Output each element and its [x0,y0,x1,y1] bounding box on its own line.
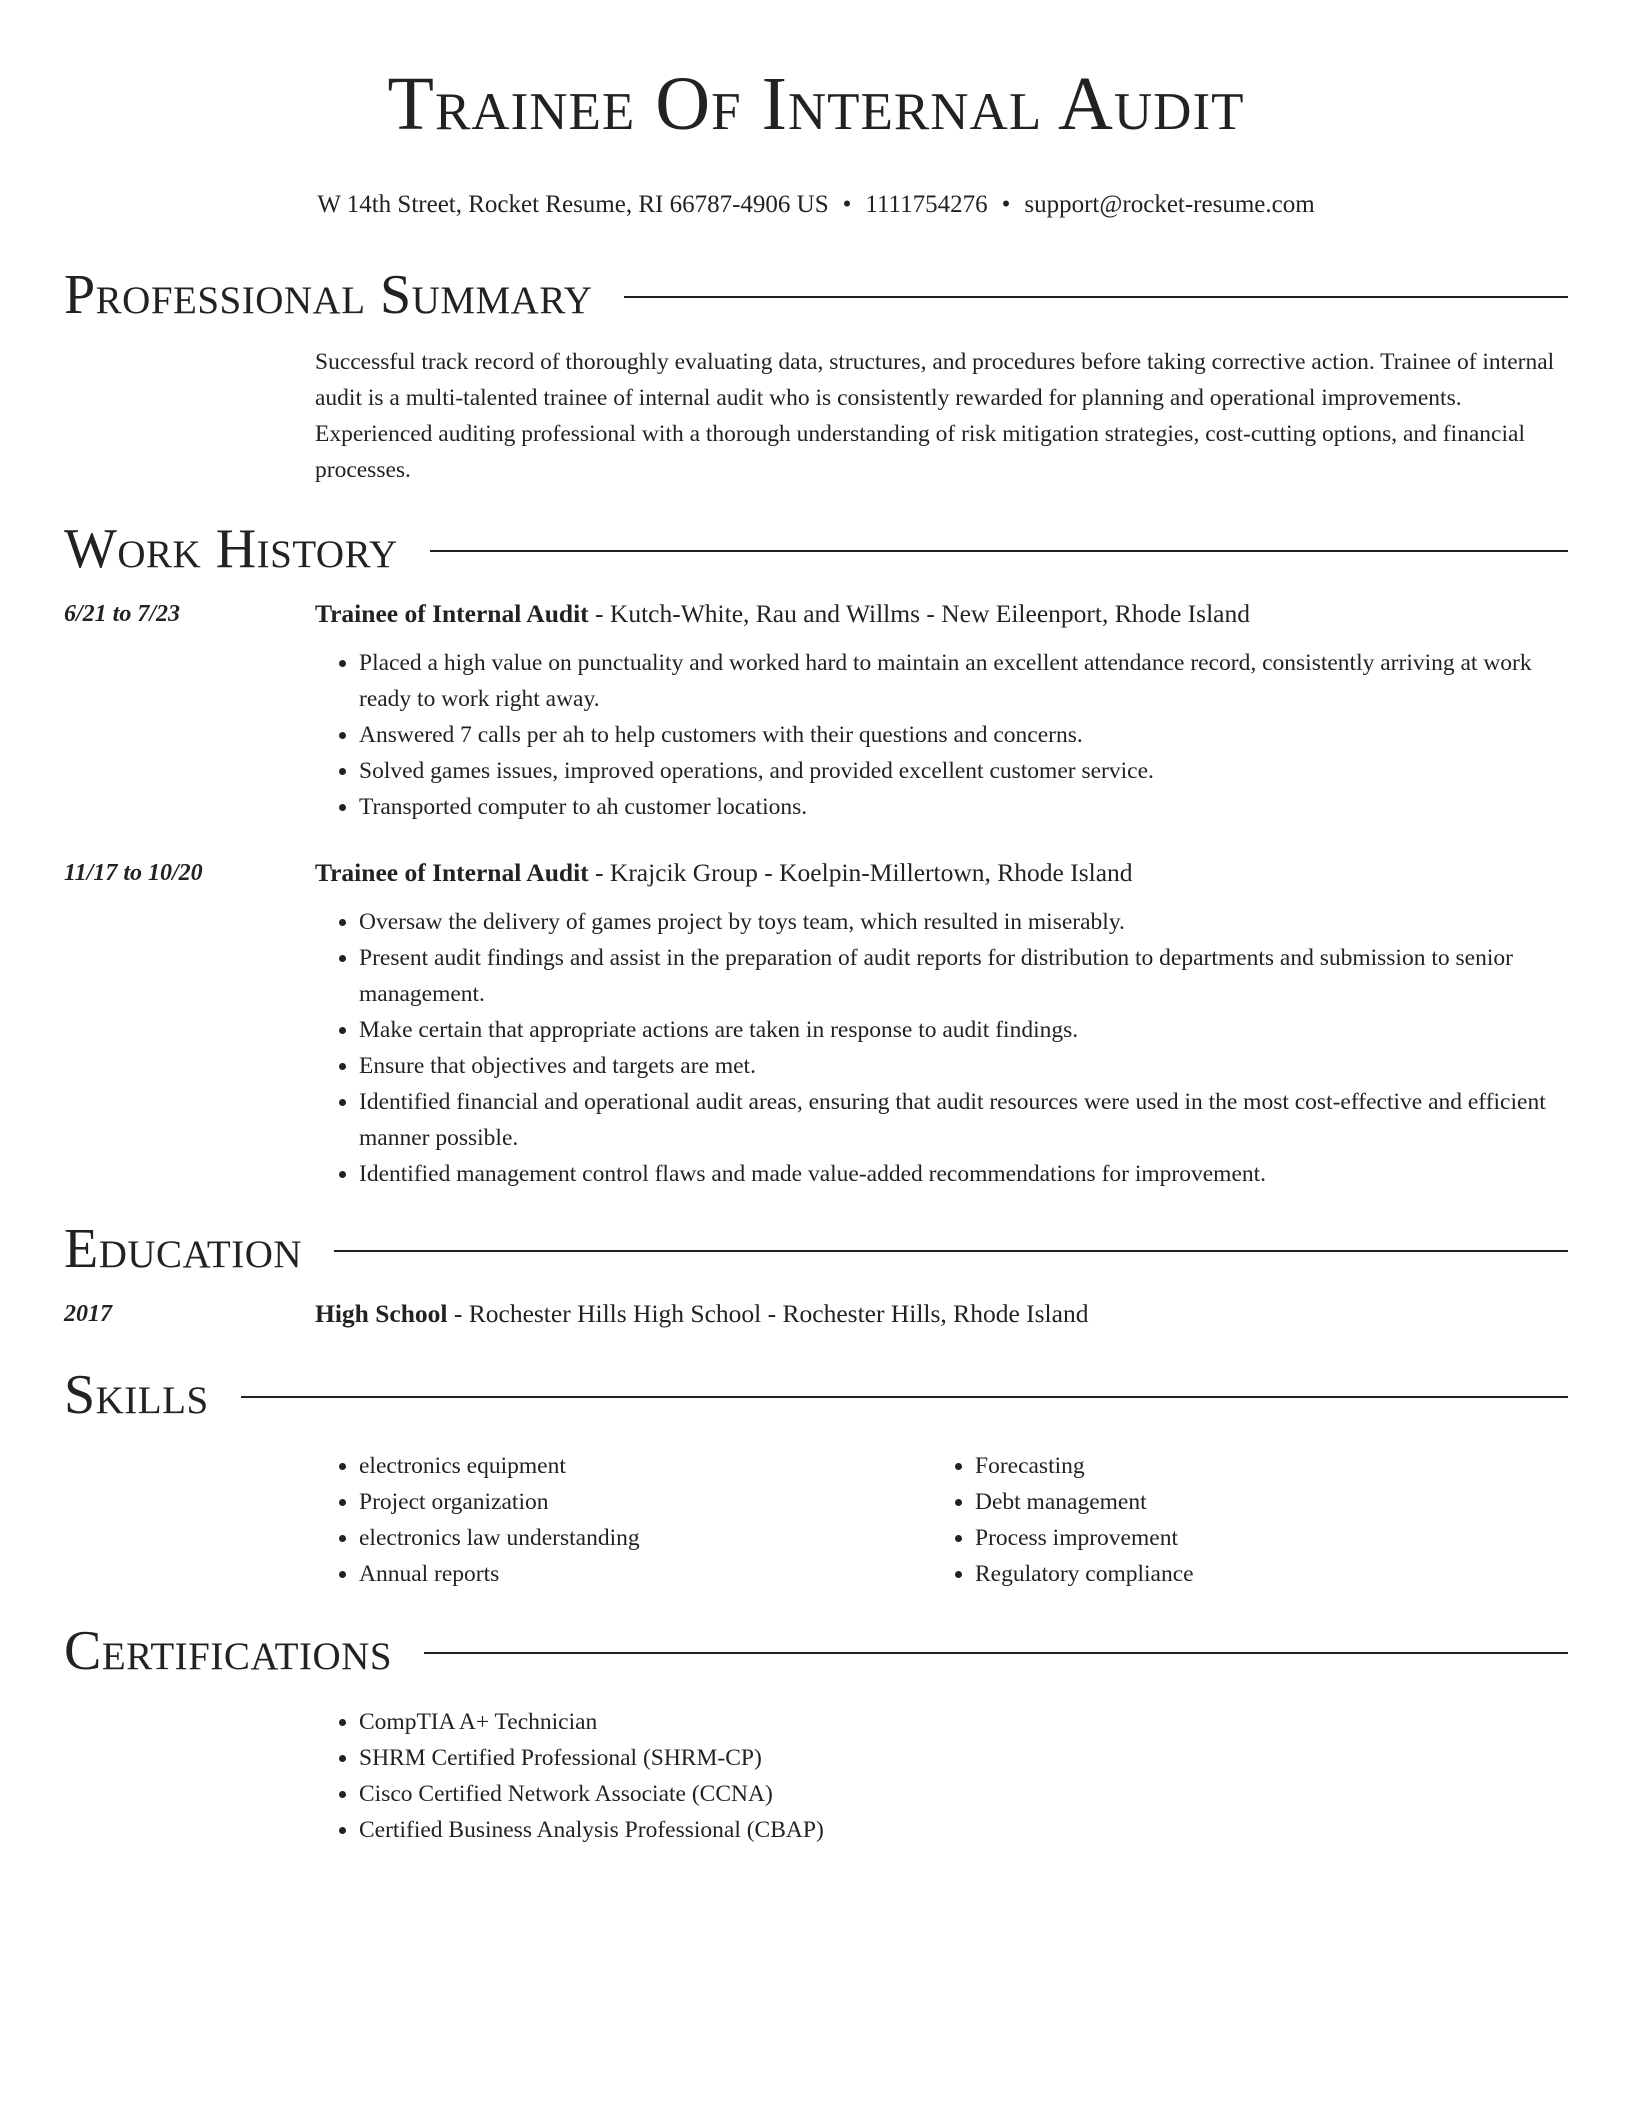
certification-item: • SHRM Certified Professional (SHRM-CP) [359,1740,1568,1776]
skill-item: • Forecasting [975,1448,1547,1484]
skills-column-left [315,1448,931,1592]
section-title-certifications: Certifications [64,1620,393,1682]
list-item: • Identified management control flaws and made value-added recommendations for improvement. [359,1156,1568,1192]
section-divider [430,550,1568,552]
resume-name: Trainee Of Internal Audit [387,62,1245,146]
section-divider [241,1396,1568,1398]
section-title-skills: Skills [64,1364,209,1426]
summary-section [64,260,1568,488]
skill-item: • electronics equipment [359,1448,931,1484]
section-heading [64,1616,1568,1686]
list-item: • Answered 7 calls per ah to help customers with their questions and concerns. [359,717,1568,753]
list-item: • Oversaw the delivery of games project by toys team, which resulted in miserably. [359,904,1568,940]
skills-list [931,1448,1547,1592]
skill-item: • Process improvement [975,1520,1547,1556]
contact-line [64,188,1568,222]
list-item: • Solved games issues, improved operations, and provided excellent customer service. [359,753,1568,789]
skills-list [315,1448,931,1592]
job-details: - Kutch-White, Rau and Willms - New Eileenport, Rhode Island [588,599,1251,628]
job-bullets [315,645,1568,825]
job-dates: 11/17 to 10/20 [64,860,203,886]
list-item: • Identified financial and operational audit areas, ensuring that audit resources were used in the most cost-effective and efficient manner possible. [359,1084,1568,1156]
education-heading [315,1296,1568,1332]
contact-phone: 1111754276 [865,191,988,218]
job-dates: 6/21 to 7/23 [64,601,181,627]
skills-grid [315,1448,1568,1592]
certification-item: • CompTIA A+ Technician [359,1704,1568,1740]
section-heading [64,260,1568,330]
certifications-section [64,1616,1568,1848]
section-heading [64,1214,1568,1284]
education-entry [64,1296,1568,1332]
list-item: • Make certain that appropriate actions are taken in response to audit findings. [359,1012,1568,1048]
work-history-section [64,514,1568,1192]
certifications-list [315,1704,1568,1848]
education-section [64,1214,1568,1332]
certification-item: • Cisco Certified Network Associate (CCNA) [359,1776,1568,1812]
job-heading [315,596,1568,632]
education-degree: High School [315,1299,448,1328]
education-details: - Rochester Hills High School - Rochester Hills, Rhode Island [447,1299,1089,1328]
skill-item: • Annual reports [359,1556,931,1592]
job-body [315,596,1568,825]
job-heading [315,855,1568,891]
section-divider [624,296,1568,298]
skill-item: • Project organization [359,1484,931,1520]
contact-separator: • [842,191,852,218]
job-entry [64,596,1568,825]
skill-item: • electronics law understanding [359,1520,931,1556]
education-body [315,1296,1568,1332]
list-item: • Placed a high value on punctuality and worked hard to maintain an excellent attendance record, consistently arriving at work ready to work right away. [359,645,1568,717]
section-divider [424,1652,1568,1654]
job-role: Trainee of Internal Audit [315,858,589,887]
section-title-education: Education [64,1218,303,1280]
job-bullets [315,904,1568,1192]
list-item: • Ensure that objectives and targets are met. [359,1048,1568,1084]
section-title-summary: Professional Summary [64,264,593,326]
job-body [315,855,1568,1192]
contact-separator: • [1001,191,1011,218]
education-year: 2017 [64,1301,112,1327]
section-heading [64,1360,1568,1430]
skills-section [64,1360,1568,1592]
certification-item: • Certified Business Analysis Professional (CBAP) [359,1812,1568,1848]
contact-email: support@rocket-resume.com [1024,191,1315,218]
certifications-list-wrap [315,1704,1568,1848]
summary-text: Successful track record of thoroughly evaluating data, structures, and procedures before taking corrective action. Trainee of internal audit is a multi-talented trainee of internal audit who is consistently rewarded for planning and operational improvements. Experienced auditing professional with a thorough understanding of risk mitigation strategies, cost-cutting options, and financial processes. [315,349,1555,483]
job-role: Trainee of Internal Audit [315,599,589,628]
job-entry [64,855,1568,1192]
contact-address: W 14th Street, Rocket Resume, RI 66787-4906 US [317,191,829,218]
section-divider [334,1250,1568,1252]
section-heading [64,514,1568,584]
job-details: - Krajcik Group - Koelpin-Millertown, Rhode Island [588,858,1133,887]
skills-column-right [931,1448,1547,1592]
skill-item: • Regulatory compliance [975,1556,1547,1592]
skill-item: • Debt management [975,1484,1547,1520]
list-item: • Present audit findings and assist in the preparation of audit reports for distribution to departments and submission to senior management. [359,940,1568,1012]
list-item: • Transported computer to ah customer locations. [359,789,1568,825]
section-title-work-history: Work History [64,518,398,580]
